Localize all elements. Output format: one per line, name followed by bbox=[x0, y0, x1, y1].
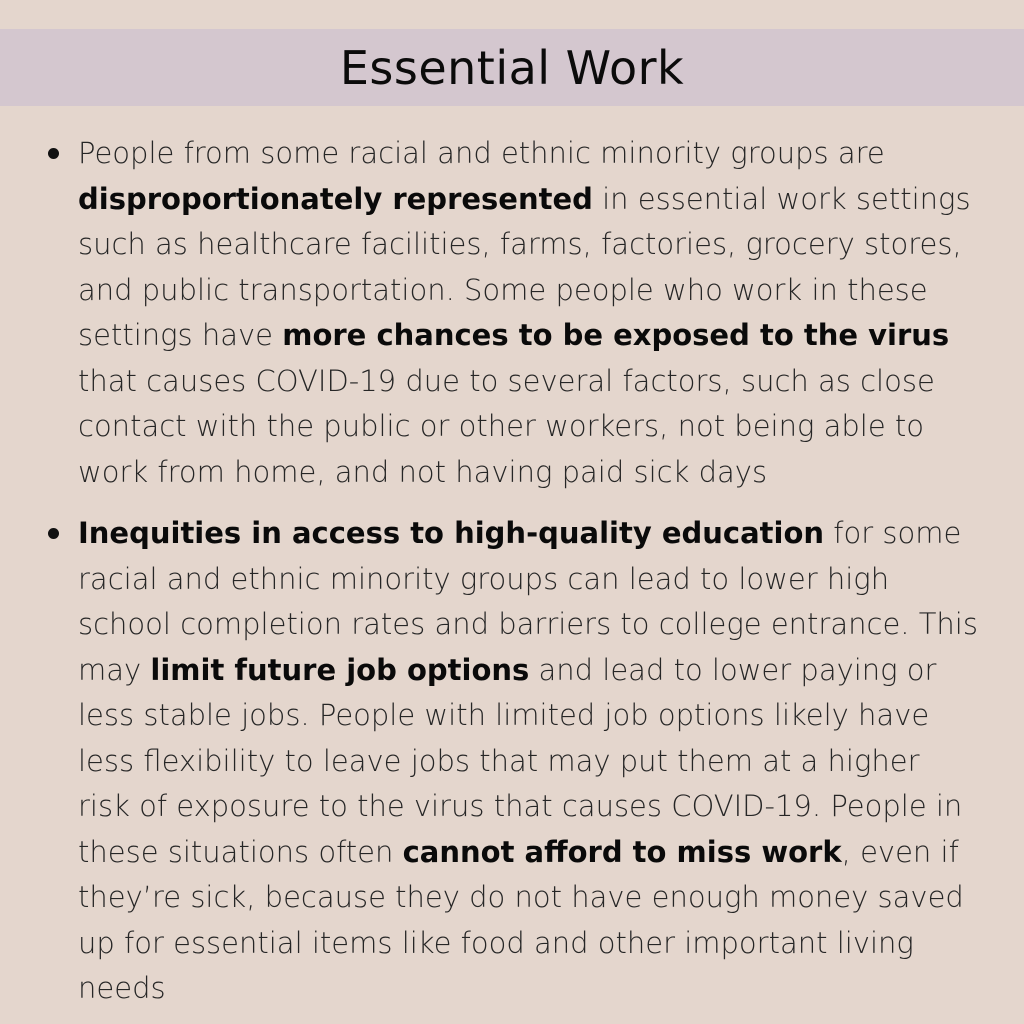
bullet-item-essential-settings bbox=[48, 131, 978, 495]
bullet-text bbox=[78, 136, 971, 489]
bullet-segment: that causes COVID-19 due to several factors, such as close contact with the public or other workers, not being able to work from home, and not having paid sick days bbox=[78, 363, 935, 489]
bullet-emphasis: cannot afford to miss work bbox=[402, 834, 842, 869]
title-banner bbox=[0, 29, 1024, 106]
page-title: Essential Work bbox=[339, 40, 685, 95]
bullet-emphasis: disproportionately represented bbox=[78, 181, 593, 216]
bullet-segment: People from some racial and ethnic minority groups are bbox=[78, 136, 885, 170]
bullet-segment: and lead to lower paying or less stable jobs. People with limited job options likely have less flexibility to leave jobs that may put them at a higher risk of exposure to the virus that causes COVID-19. People in these situations often bbox=[78, 652, 963, 869]
bullet-emphasis: Inequities in access to high-quality education bbox=[78, 516, 825, 550]
bullet-dot-icon bbox=[48, 148, 59, 159]
bullet-segment: , even if they’re sick, because they do not have enough money saved up for essential items like food and other important living needs bbox=[78, 834, 964, 1005]
bullet-dot-icon bbox=[48, 528, 59, 539]
bullet-emphasis: more chances to be exposed to the virus bbox=[282, 318, 950, 352]
bullet-item-education-inequities bbox=[48, 511, 978, 1012]
bullet-emphasis: limit future job options bbox=[150, 652, 530, 687]
bullet-text bbox=[78, 516, 978, 1005]
bullet-segment: for some racial and ethnic minority groups can lead to lower high school completion rates and barriers to college entrance. This may bbox=[78, 516, 978, 687]
bullet-segment: in essential work settings such as healthcare facilities, farms, factories, grocery stores, and public transportation. Some people who work in these settings have bbox=[78, 181, 971, 352]
bullet-list bbox=[48, 131, 978, 1012]
